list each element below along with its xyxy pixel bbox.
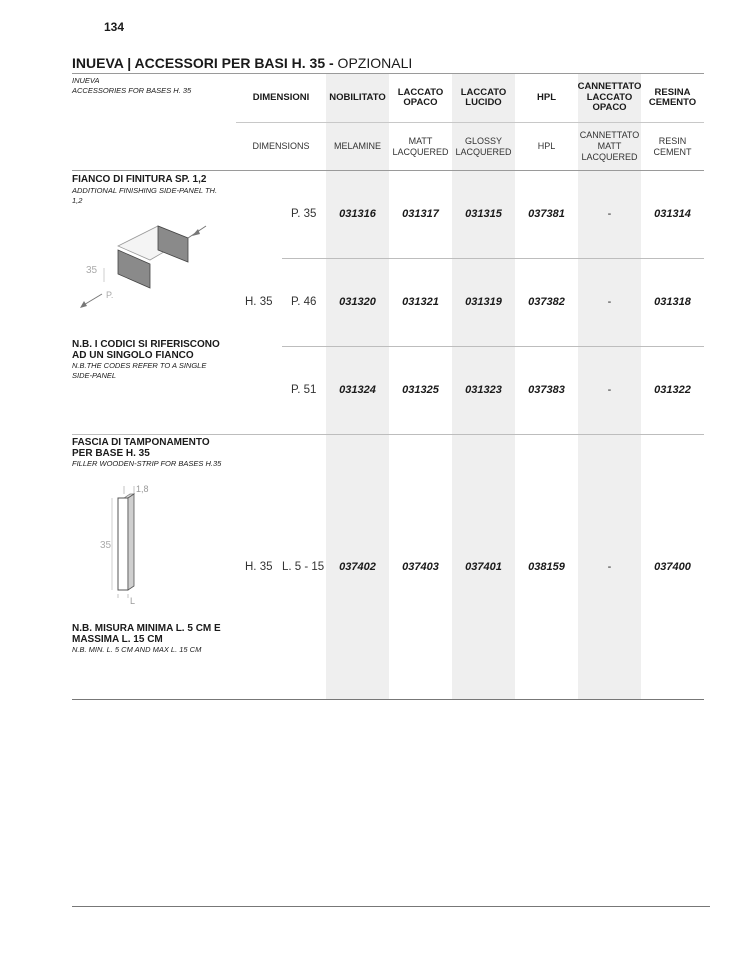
strip-code-resin: 037400 bbox=[654, 561, 691, 573]
col-header-nobilitato: NOBILITATO bbox=[329, 91, 386, 103]
section1-note bbox=[72, 340, 234, 381]
row3-depth: P. 51 bbox=[291, 384, 317, 396]
section2-width: L. 5 - 15 bbox=[282, 561, 325, 573]
diagram1-depth-label: P. bbox=[106, 290, 114, 300]
section1-info bbox=[72, 175, 237, 206]
strip-code-glossy: 037401 bbox=[465, 561, 502, 573]
row2-code-matt: 031321 bbox=[402, 296, 439, 308]
filler-strip-diagram bbox=[96, 480, 166, 606]
row3-code-matt: 031325 bbox=[402, 384, 439, 396]
row-rule-1 bbox=[282, 258, 704, 259]
header-brand: INUEVA bbox=[72, 76, 100, 85]
section1-height: H. 35 bbox=[245, 296, 273, 308]
section1-note-title: N.B. I CODICI SI RIFERISCONO AD UN SINGOLO FIANCO bbox=[72, 339, 220, 361]
table-header-left bbox=[72, 76, 232, 96]
section2-note-subtitle: N.B. MIN. L. 5 CM AND MAX L. 15 CM bbox=[72, 645, 202, 654]
side-panel-diagram bbox=[78, 218, 218, 314]
row3-code-cannettato: - bbox=[607, 384, 612, 396]
row1-code-glossy: 031315 bbox=[465, 208, 502, 220]
section2-info bbox=[72, 438, 242, 469]
page-title bbox=[72, 55, 412, 71]
page-title-light: OPZIONALI bbox=[333, 55, 413, 71]
section-rule bbox=[72, 434, 704, 435]
strip-code-cannettato: - bbox=[607, 561, 612, 573]
strip-code-hpl: 038159 bbox=[528, 561, 565, 573]
row3-code-melamine: 031324 bbox=[339, 384, 376, 396]
strip-code-melamine: 037402 bbox=[339, 561, 376, 573]
col-header-en-cannettato: CANNETTATO MATT LACQUERED bbox=[579, 130, 640, 162]
col-header-resina: RESINA CEMENTO bbox=[648, 86, 697, 108]
row2-code-cannettato: - bbox=[607, 296, 612, 308]
row-rule-2 bbox=[282, 346, 704, 347]
row1-code-hpl: 037381 bbox=[528, 208, 565, 220]
section2-title: FASCIA DI TAMPONAMENTO PER BASE H. 35 bbox=[72, 437, 210, 459]
header-bottom-rule bbox=[72, 170, 704, 171]
section2-height: H. 35 bbox=[245, 561, 273, 573]
col-header-cannettato: CANNETTATO LACCATO OPACO bbox=[577, 81, 642, 114]
section1-note-subtitle: N.B.THE CODES REFER TO A SINGLE SIDE-PANEL bbox=[72, 361, 207, 380]
row2-code-glossy: 031319 bbox=[465, 296, 502, 308]
page-title-bold: INUEVA | ACCESSORI PER BASI H. 35 - bbox=[72, 55, 334, 71]
section2-note bbox=[72, 624, 247, 655]
diagram2-height-label: 35 bbox=[100, 540, 112, 551]
row1-code-resin: 031314 bbox=[654, 208, 691, 220]
row3-code-glossy: 031323 bbox=[465, 384, 502, 396]
section1-title: FIANCO DI FINITURA SP. 1,2 bbox=[72, 174, 207, 185]
header-brand-subtitle: ACCESSORIES FOR BASES H. 35 bbox=[72, 86, 192, 95]
row1-code-matt: 031317 bbox=[402, 208, 439, 220]
section1-subtitle: ADDITIONAL FINISHING SIDE-PANEL TH. 1,2 bbox=[72, 185, 218, 205]
row2-code-melamine: 031320 bbox=[339, 296, 376, 308]
col-header-dimensioni: DIMENSIONI bbox=[252, 91, 310, 103]
page-number: 134 bbox=[104, 20, 125, 34]
row1-code-cannettato: - bbox=[607, 208, 612, 220]
diagram2-width-label: L bbox=[130, 596, 136, 606]
row1-code-melamine: 031316 bbox=[339, 208, 376, 220]
row1-depth: P. 35 bbox=[291, 208, 317, 220]
row3-code-resin: 031322 bbox=[654, 384, 691, 396]
footer-rule bbox=[72, 906, 710, 907]
col-header-en-resin: RESIN CEMENT bbox=[653, 135, 692, 157]
section2-note-title: N.B. MISURA MINIMA L. 5 CM E MASSIMA L. 15 CM bbox=[72, 623, 221, 645]
strip-code-matt: 037403 bbox=[402, 561, 439, 573]
col-header-en-melamine: MELAMINE bbox=[333, 141, 381, 151]
diagram2-thickness-label: 1,8 bbox=[136, 484, 149, 494]
col-header-hpl: HPL bbox=[537, 91, 556, 103]
row2-code-hpl: 037382 bbox=[528, 296, 565, 308]
section2-subtitle: FILLER WOODEN-STRIP FOR BASES H.35 bbox=[72, 459, 222, 468]
row2-code-resin: 031318 bbox=[654, 296, 691, 308]
col-header-laccato-opaco: LACCATO OPACO bbox=[397, 86, 444, 108]
col-header-laccato-lucido: LACCATO LUCIDO bbox=[460, 86, 507, 108]
row2-depth: P. 46 bbox=[291, 296, 317, 308]
table-bottom-rule bbox=[72, 699, 704, 700]
row3-code-hpl: 037383 bbox=[528, 384, 565, 396]
col-header-en-glossy: GLOSSY LACQUERED bbox=[455, 135, 512, 157]
col-header-en-hpl: HPL bbox=[537, 141, 556, 151]
col-header-en-dimensions: DIMENSIONS bbox=[252, 141, 310, 151]
col-header-en-matt: MATT LACQUERED bbox=[392, 135, 449, 157]
diagram1-height-label: 35 bbox=[86, 265, 98, 276]
